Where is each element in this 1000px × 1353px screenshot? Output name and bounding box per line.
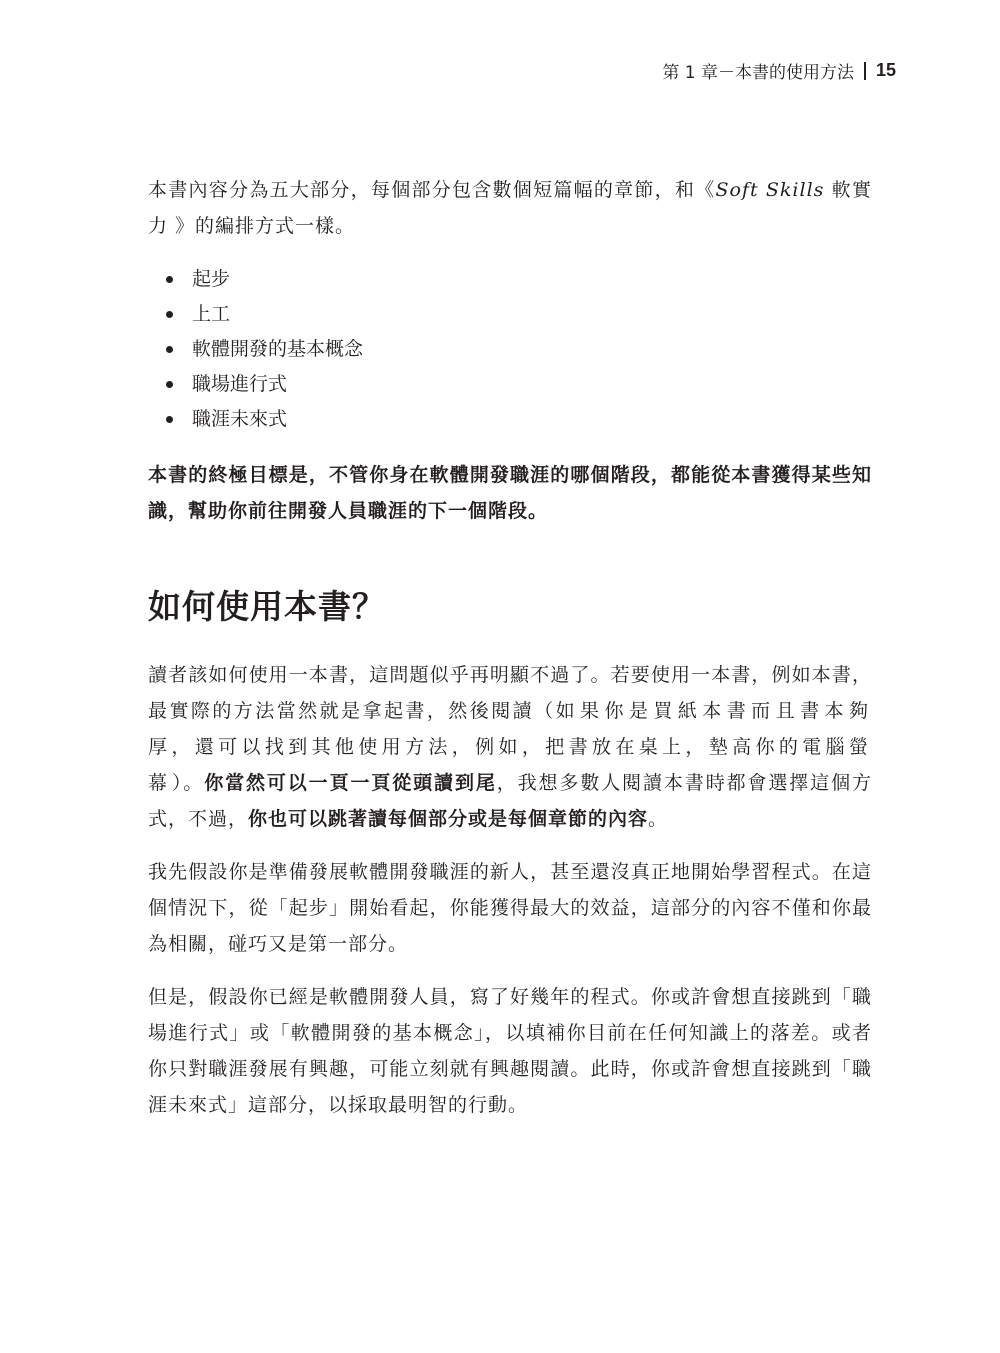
running-header: [662, 58, 896, 83]
chapter-title: 第 1 章－本書的使用方法: [662, 63, 854, 83]
intro-paragraph: [148, 172, 872, 244]
list-item: 起步: [192, 262, 872, 297]
paragraph-experienced: 但是，假設你已經是軟體開發人員，寫了好幾年的程式。你或許會想直接跳到「職場進行式」或「軟體開發的基本概念」，以填補你目前在任何知識上的落差。或者你只對職涯發展有興趣，可能立刻就有興趣閱讀。此時，你或許會想直接跳到「職涯未來式」這部分，以採取最明智的行動。: [148, 986, 872, 1116]
paragraph-how-to-read: [148, 657, 872, 837]
intro-text: 本書內容分為五大部分，每個部分包含數個短篇幅的章節，和《: [148, 179, 716, 201]
para1-text-b: ）。: [171, 772, 205, 794]
page-body: [148, 172, 872, 1140]
parts-list: [148, 262, 872, 437]
section-heading: 如何使用本書？: [148, 587, 386, 626]
aside-text: 如果你是買紙本書而且書本夠厚，還可以找到其他使用方法，例如，把書放在桌上，墊高你的電腦螢幕: [148, 700, 872, 794]
para1-text-d: 。: [648, 808, 669, 830]
book-title: Soft Skills: [715, 179, 825, 201]
para1-text: 讀者該如何使用一本書，這問題似乎再明顯不過了。若要使用一本書，例如本書，最實際的方法當然就是拿起書，然後閱讀（: [148, 664, 872, 722]
paragraph-newcomer: 我先假設你是準備發展軟體開發職涯的新人，甚至還沒真正地開始學習程式。在這個情況下，從「起步」開始看起，你能獲得最大的效益，這部分的內容不僅和你最為相關，碰巧又是第一部分。: [148, 861, 872, 955]
list-item: 上工: [192, 297, 872, 332]
list-item: 軟體開發的基本概念: [192, 332, 872, 367]
goal-statement: 本書的終極目標是，不管你身在軟體開發職涯的哪個階段，都能從本書獲得某些知識，幫助你前往開發人員職涯的下一個階段。: [148, 464, 872, 522]
emphasis-text: 你當然可以一頁一頁從頭讀到尾: [204, 772, 497, 794]
book-title-cn: 軟實力: [148, 179, 872, 237]
intro-text-end: 》的編排方式一樣。: [168, 215, 356, 237]
header-divider: [864, 62, 866, 80]
list-item: 職場進行式: [192, 367, 872, 402]
para1-text-c: ，我想多數人閱讀本書時都會選擇這個方式，不過，: [148, 772, 872, 830]
emphasis-text-2: 你也可以跳著讀每個部分或是每個章節的內容: [248, 808, 649, 830]
list-item: 職涯未來式: [192, 402, 872, 437]
page-number: 15: [875, 60, 896, 80]
